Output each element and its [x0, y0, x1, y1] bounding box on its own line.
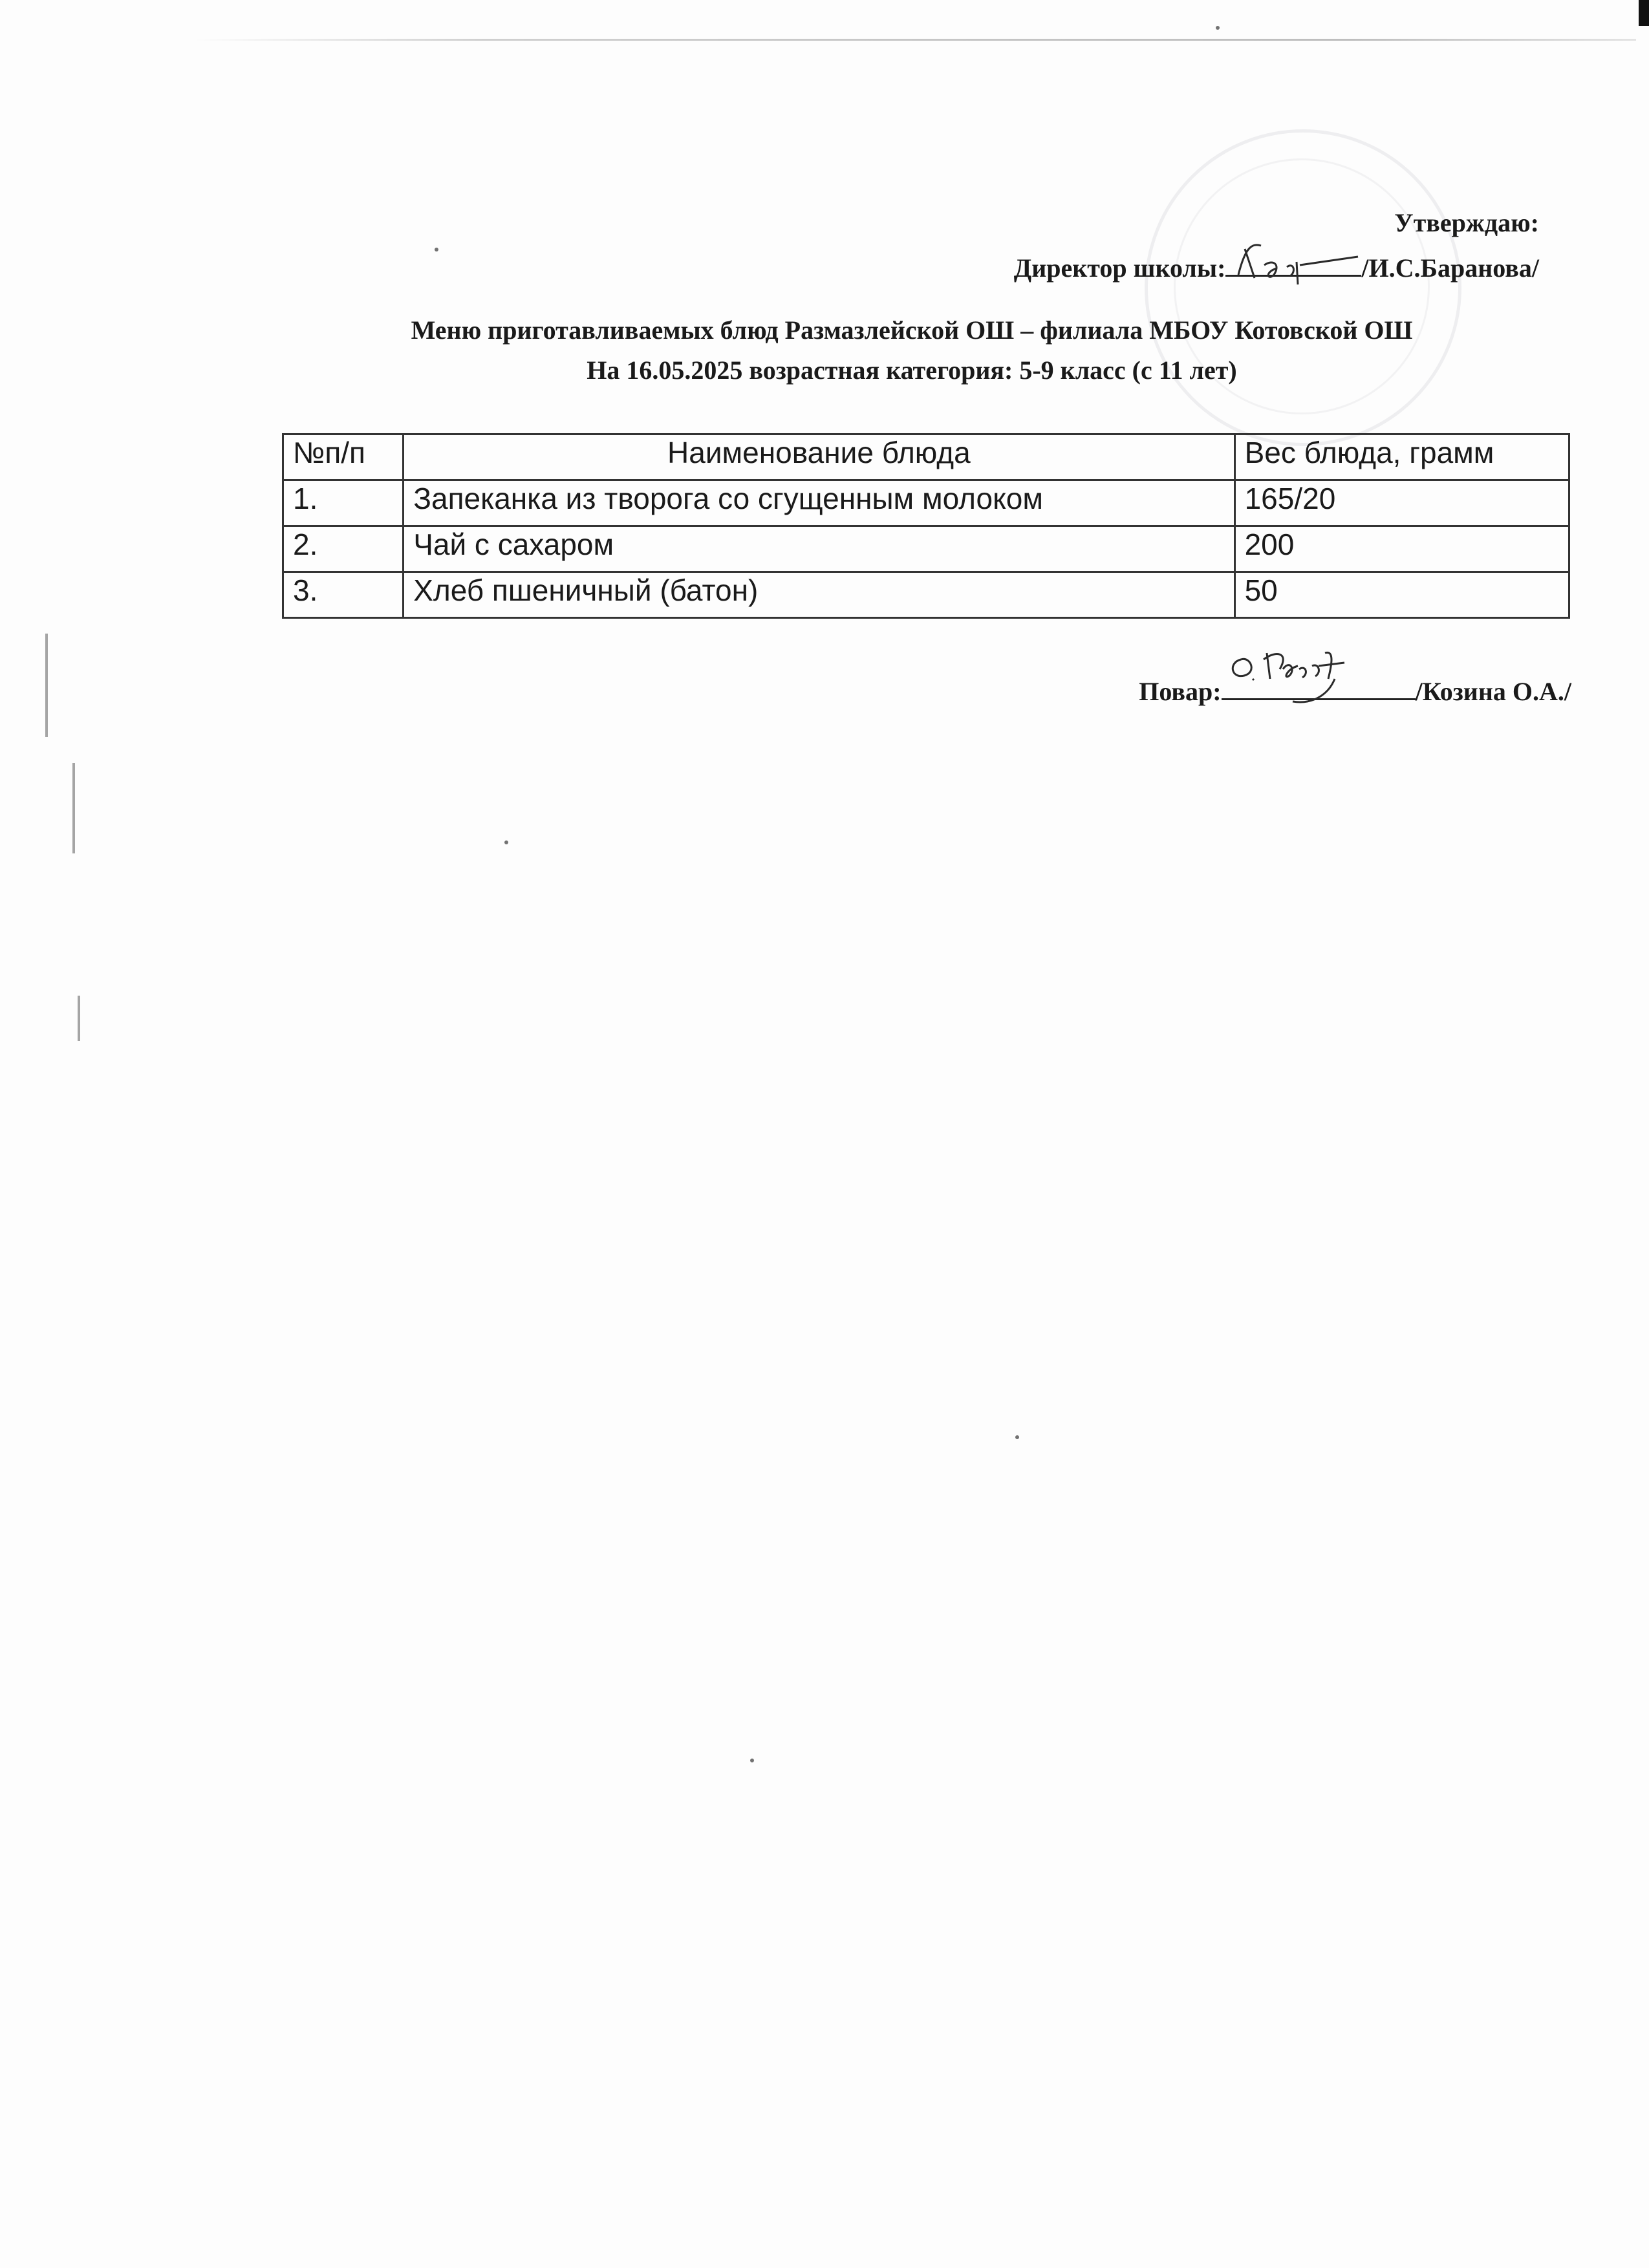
menu-title — [285, 310, 1539, 390]
row-dish-weight: 200 — [1234, 526, 1569, 572]
cook-label: Повар: — [1139, 677, 1222, 706]
table-row — [283, 572, 1569, 618]
header-dish-name: Наименование блюда — [404, 434, 1234, 480]
row-dish-weight: 165/20 — [1234, 480, 1569, 526]
scan-artifact-dot — [504, 840, 508, 844]
header-dish-weight: Вес блюда, грамм — [1234, 434, 1569, 480]
row-dish-name: Хлеб пшеничный (батон) — [404, 572, 1234, 618]
cook-name: /Козина О.А./ — [1415, 677, 1571, 706]
row-number: 3. — [283, 572, 404, 618]
table-header-row — [283, 434, 1569, 480]
director-label: Директор школы: — [1013, 253, 1226, 283]
director-signature — [1225, 236, 1361, 288]
scan-artifact-dot — [1015, 1435, 1019, 1439]
table-row — [283, 480, 1569, 526]
scan-artifact-dot — [1216, 26, 1220, 30]
row-dish-name: Чай с сахаром — [404, 526, 1234, 572]
scan-artifact-line — [194, 39, 1636, 41]
cook-signature — [1222, 640, 1416, 711]
director-signature-line — [1225, 249, 1361, 277]
approval-label: Утверждаю: — [1394, 208, 1539, 237]
row-dish-weight: 50 — [1234, 572, 1569, 618]
scan-artifact-edge — [78, 996, 80, 1041]
menu-title-line1: Меню приготавливаемых блюд Размазлейской ОШ – филиала МБОУ Котовской ОШ — [411, 316, 1413, 345]
table-row — [283, 526, 1569, 572]
cook-signature-block — [1139, 672, 1571, 711]
scan-artifact-edge — [45, 634, 48, 737]
scan-artifact-dot — [750, 1759, 754, 1762]
row-number: 1. — [283, 480, 404, 526]
director-line — [1014, 246, 1539, 291]
row-number: 2. — [283, 526, 404, 572]
scan-artifact-dot — [435, 248, 438, 251]
menu-table — [282, 433, 1570, 619]
header-number: №п/п — [283, 434, 404, 480]
scan-artifact-corner — [1639, 0, 1649, 26]
director-name: /И.С.Баранова/ — [1361, 253, 1539, 283]
menu-title-line2: На 16.05.2025 возрастная категория: 5-9 класс (с 11 лет) — [587, 356, 1237, 385]
approval-block — [1014, 200, 1539, 291]
row-dish-name: Запеканка из творога со сгущенным молоком — [404, 480, 1234, 526]
scan-artifact-edge — [72, 763, 75, 853]
cook-signature-line — [1222, 672, 1416, 700]
